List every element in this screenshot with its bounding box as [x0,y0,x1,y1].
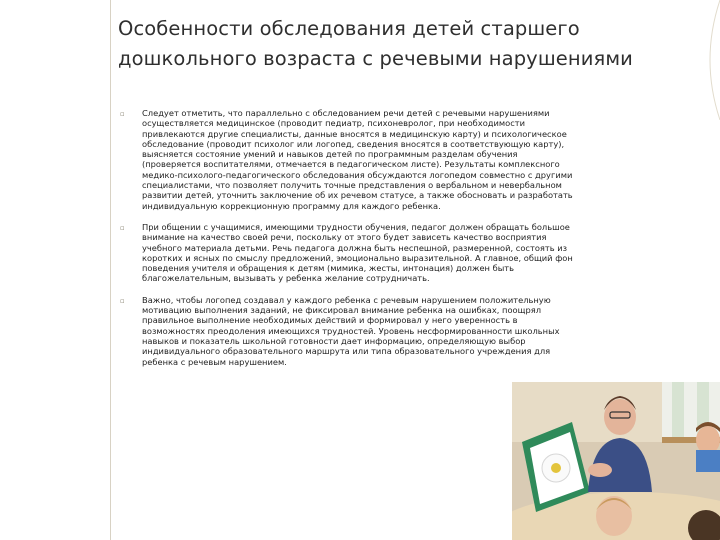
bullet-list [120,108,576,378]
slide-title: Особенности обследования детей старшего дошкольного возраста с речевыми нарушениями [118,17,633,70]
bullet-item [120,222,576,284]
hollow-square-bullet-icon: ▫ [120,223,125,232]
hollow-square-bullet-icon: ▫ [120,296,125,305]
corner-decoration [680,0,720,120]
hollow-square-bullet-icon: ▫ [120,110,125,118]
bullet-item [120,295,582,367]
left-decorative-line [110,0,111,540]
bullet-item [120,108,576,211]
classroom-photo-illustration [512,382,720,540]
bullet-text: При общении с учащимися, имеющими трудности обучения, педагог должен обращать большое внимание на качество своей речи, поскольку от этого будет зависеть качество восприятия учебного материала детьми. Речь педагога должна быть неспешной, размеренной, состоять из коротких и ясных по смыслу предложений, эмоционально выразительной. А главное, общий фон поведения учителя и обращения к детям (мимика, жесты, интонация) должен быть благожелательным, вызывать у ребенка желание сотрудничать. [142,221,573,284]
bullet-text: Важно, чтобы логопед создавал у каждого ребенка с речевым нарушением положительную мотивацию выполнения заданий, не фиксировал внимание ребенка на ошибках, поощрял правильное выполнение необходимых действий и формировал у него уверенность в возможностях преодоления имеющихся трудностей. Уровень несформированности школьных навыков и показатель школьной готовности дает информацию, определяющую выбор индивидуального образовательного маршрута или типа образовательного учреждения для ребенка с речевым нарушением. [142,294,560,367]
classroom-photo [512,382,720,540]
bullet-text: Следует отметить, что параллельно с обследованием речи детей с речевыми нарушениями осуществляется медицинское (проводит педиатр, психоневролог, при необходимости привлекаются другие специалисты, данные вносятся в медицинскую карту) и психологическое обследование (проводит психолог или логопед, сведения вносятся в соответствующую карту), выясняется состояние умений и навыков детей по программным разделам обучения (проверяется воспитателями, отмечается в педагогическом листе). Результаты комплексного медико-психолого-педагогического обследования обсуждаются логопедом совместно с другими специалистами, что позволяет получить точные представления о вербальном и невербальном развитии детей, уточнить заключение об их речевом статусе, а также обосновать и разработать индивидуальную коррекционную программу для каждого ребенка. [142,108,573,211]
